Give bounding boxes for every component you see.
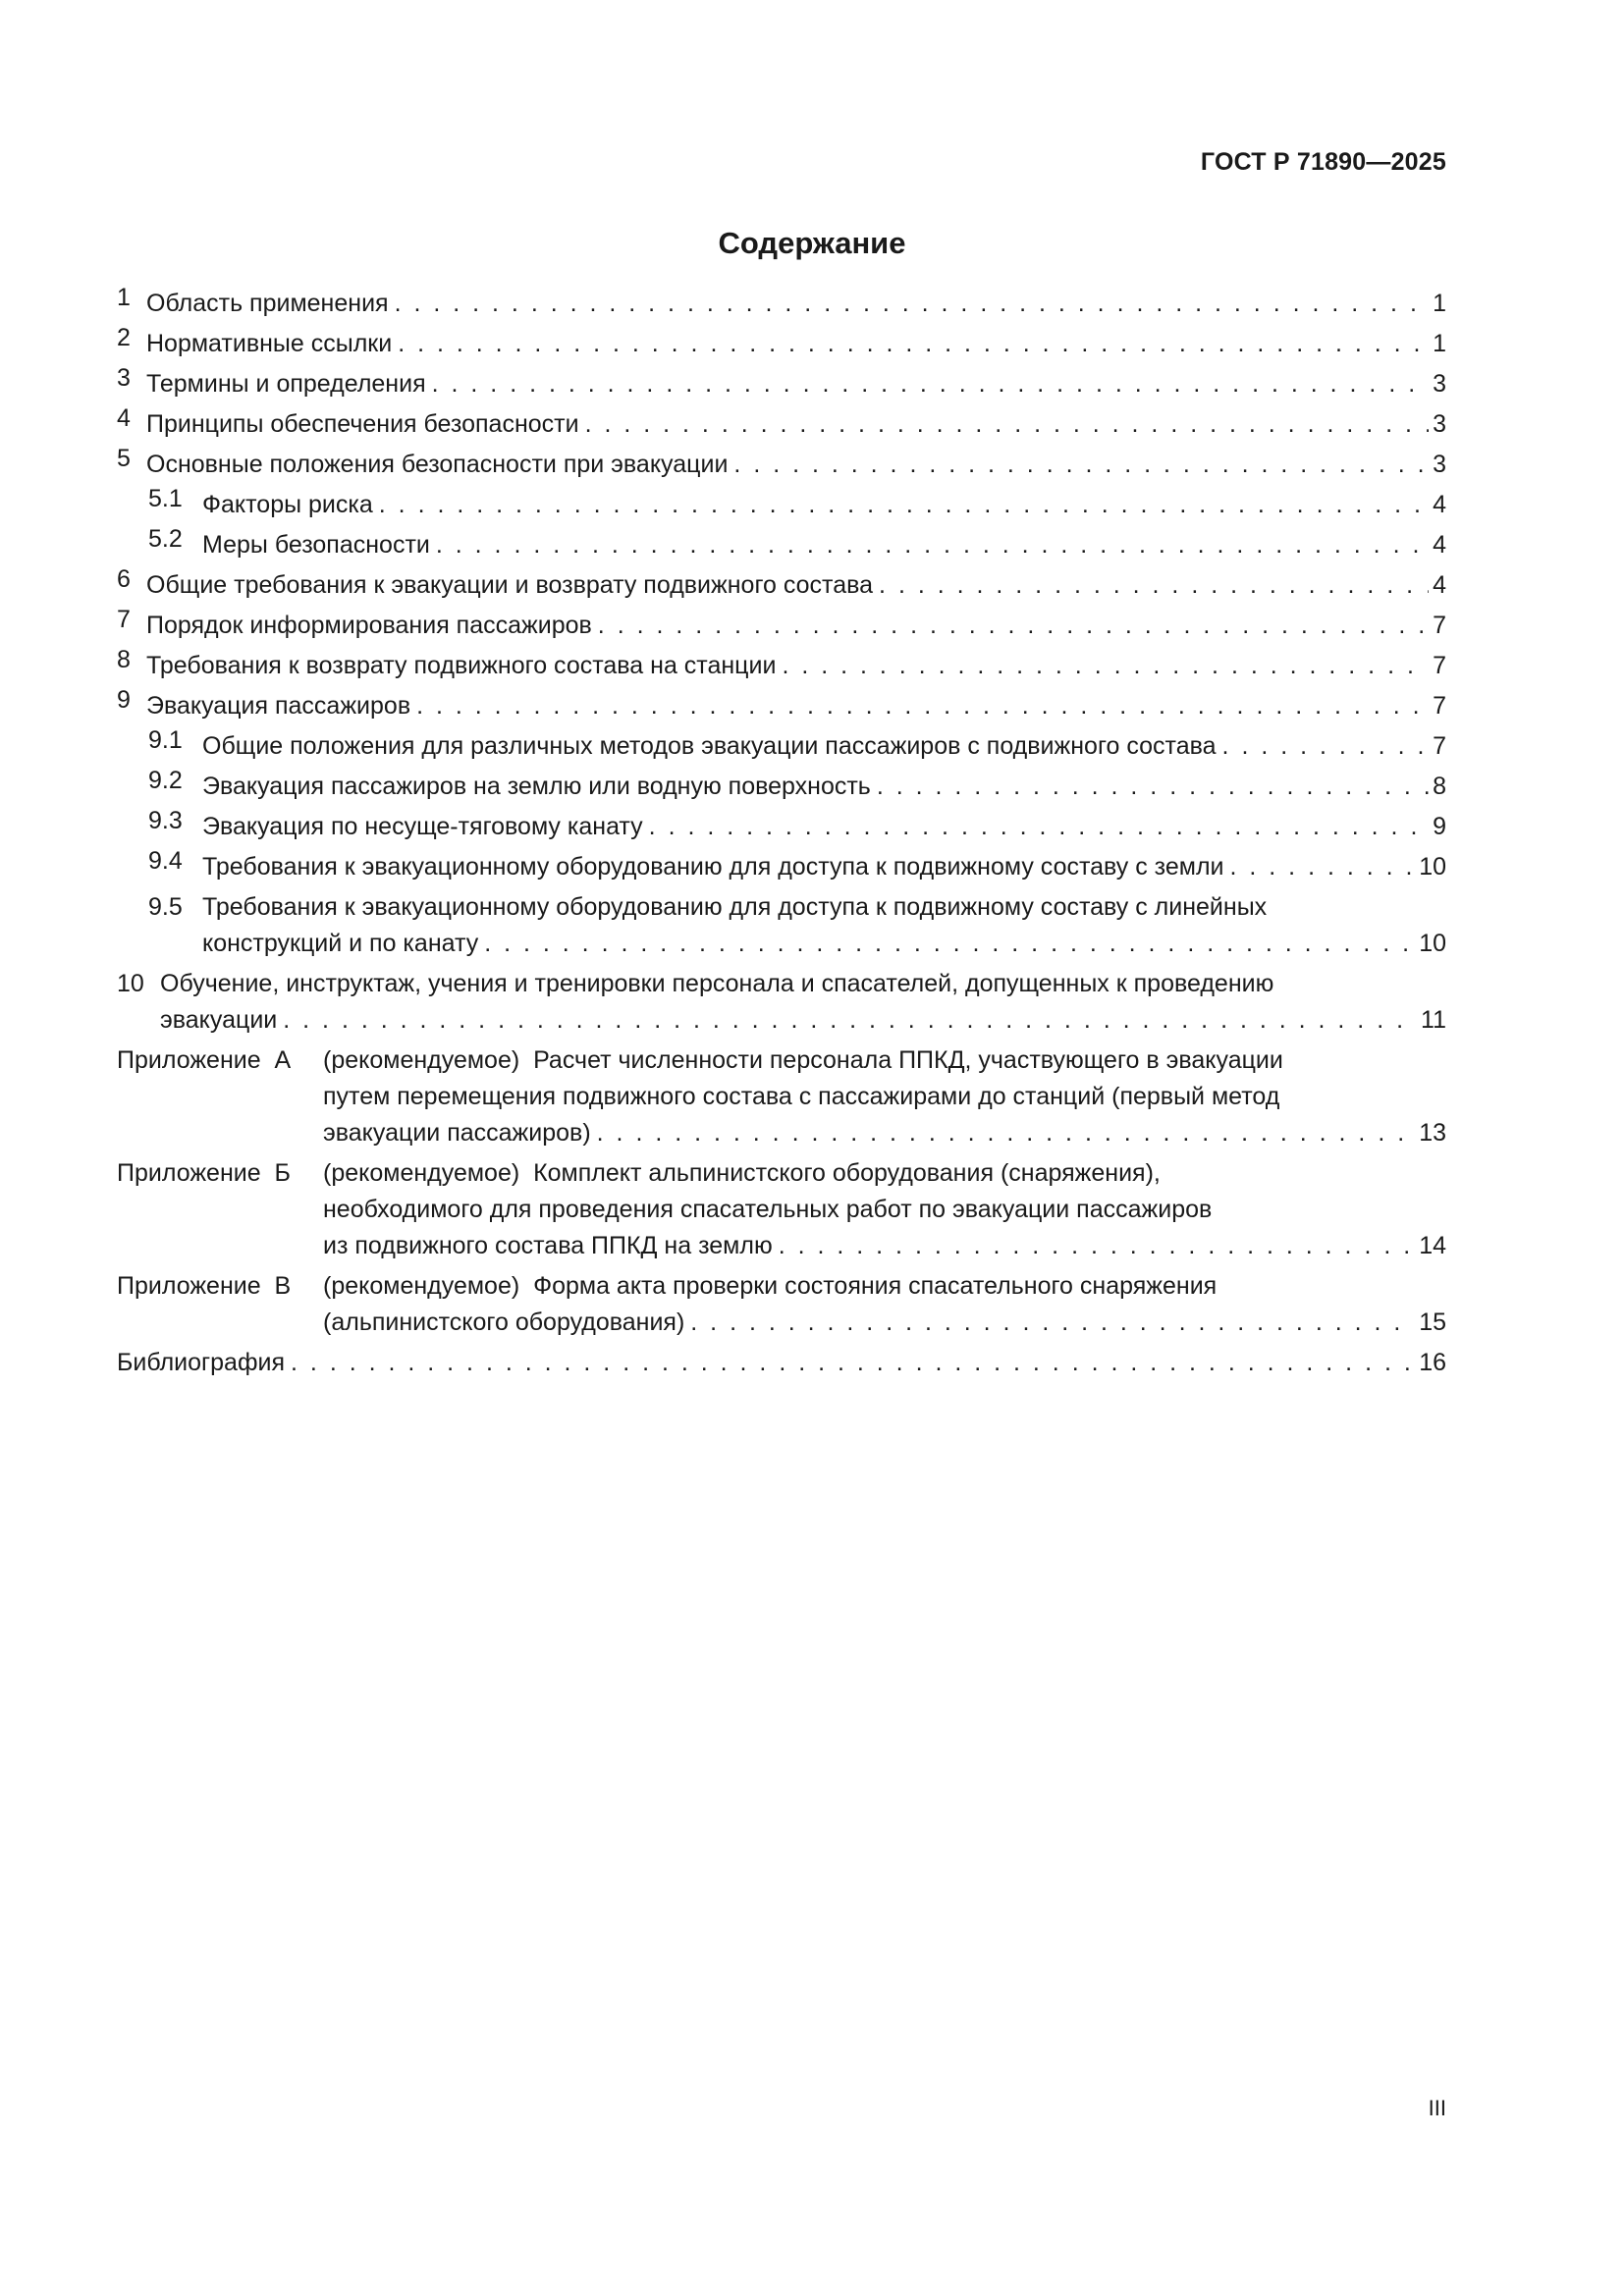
toc-entry-number: 8 xyxy=(117,646,131,673)
leader-dots xyxy=(879,565,1429,606)
toc-entry[interactable] xyxy=(117,847,1446,887)
toc-entry-number: 3 xyxy=(117,364,131,392)
leader-dots xyxy=(782,646,1429,686)
toc-appendix-b[interactable] xyxy=(117,1155,1446,1264)
toc-page-number: 1 xyxy=(1433,330,1446,357)
toc-entry-title: Область применения xyxy=(146,290,389,317)
toc-entry-number: 5.2 xyxy=(148,525,183,553)
leader-dots xyxy=(598,606,1429,646)
toc-page-number: 4 xyxy=(1433,531,1446,559)
toc-entry-title: Требования к эвакуационному оборудованию для доступа к подвижному составу с линейных xyxy=(202,893,1268,921)
toc-bibliography[interactable] xyxy=(117,1343,1446,1383)
appendix-title: (рекомендуемое) Форма акта проверки состояния спасательного снаряжения xyxy=(323,1272,1218,1300)
table-of-contents xyxy=(117,284,1446,1383)
appendix-title-cont: необходимого для проведения спасательных работ по эвакуации пассажиров xyxy=(323,1196,1213,1223)
toc-entry[interactable] xyxy=(117,889,1446,962)
leader-dots xyxy=(877,767,1429,807)
toc-page-number: 13 xyxy=(1419,1119,1446,1147)
toc-page-number: 7 xyxy=(1433,612,1446,639)
appendix-label: Приложение Б xyxy=(117,1159,291,1187)
toc-entry[interactable] xyxy=(117,324,1446,364)
toc-entry-number: 9.5 xyxy=(148,893,183,921)
toc-page-number: 1 xyxy=(1433,290,1446,317)
toc-entry-number: 5 xyxy=(117,445,131,472)
leader-dots xyxy=(733,445,1429,485)
toc-entry[interactable] xyxy=(117,445,1446,485)
toc-entry[interactable] xyxy=(117,966,1446,1039)
page-number: III xyxy=(1428,2096,1446,2120)
toc-title: Содержание xyxy=(718,226,906,260)
toc-page-number: 8 xyxy=(1433,773,1446,800)
toc-entry-title: Факторы риска xyxy=(202,491,373,518)
leader-dots xyxy=(597,1115,1416,1151)
toc-entry-title: Порядок информирования пассажиров xyxy=(146,612,592,639)
toc-entry[interactable] xyxy=(117,284,1446,324)
toc-entry-title: Эвакуация пассажиров xyxy=(146,692,411,720)
toc-entry[interactable] xyxy=(117,565,1446,606)
leader-dots xyxy=(585,404,1430,445)
leader-dots xyxy=(416,686,1429,726)
toc-page-number: 14 xyxy=(1419,1232,1446,1259)
toc-appendix-a[interactable] xyxy=(117,1042,1446,1151)
toc-entry-number: 7 xyxy=(117,606,131,633)
appendix-label: Приложение В xyxy=(117,1272,292,1300)
toc-entry[interactable] xyxy=(117,606,1446,646)
toc-entry-number: 9.1 xyxy=(148,726,183,754)
toc-entry-number: 1 xyxy=(117,284,131,311)
toc-entry[interactable] xyxy=(117,726,1446,767)
toc-page-number: 4 xyxy=(1433,571,1446,599)
toc-entry-title: Обучение, инструктаж, учения и тренировки персонала и спасателей, допущенных к проведению xyxy=(160,970,1274,997)
leader-dots xyxy=(379,485,1429,525)
toc-page-number: 11 xyxy=(1421,1006,1446,1034)
toc-entry-title: Требования к возврату подвижного состава на станции xyxy=(146,652,777,679)
leader-dots xyxy=(395,284,1430,324)
toc-page-number: 4 xyxy=(1433,491,1446,518)
bibliography-label: Библиография xyxy=(117,1349,286,1376)
toc-entry-number: 9.2 xyxy=(148,767,183,794)
toc-appendix-v[interactable] xyxy=(117,1268,1446,1341)
toc-page-number: 9 xyxy=(1433,813,1446,840)
toc-page-number: 3 xyxy=(1433,410,1446,438)
toc-page-number: 7 xyxy=(1433,692,1446,720)
document-code: ГОСТ Р 71890—2025 xyxy=(1200,148,1446,176)
leader-dots xyxy=(398,324,1429,364)
appendix-title-cont: из подвижного состава ППКД на землю xyxy=(323,1232,773,1259)
appendix-label: Приложение А xyxy=(117,1046,292,1074)
leader-dots xyxy=(690,1305,1415,1341)
toc-page-number: 3 xyxy=(1433,451,1446,478)
leader-dots xyxy=(432,364,1429,404)
toc-entry[interactable] xyxy=(117,686,1446,726)
toc-entry-title: Требования к эвакуационному оборудованию для доступа к подвижному составу с земли xyxy=(202,853,1224,881)
appendix-title-cont: (альпинистского оборудования) xyxy=(323,1308,685,1336)
leader-dots xyxy=(649,807,1429,847)
leader-dots xyxy=(291,1343,1415,1383)
toc-entry-title: Эвакуация по несуще-тяговому канату xyxy=(202,813,643,840)
toc-page-number: 10 xyxy=(1419,853,1446,881)
toc-entry-title: Основные положения безопасности при эвакуации xyxy=(146,451,729,478)
appendix-title-cont: путем перемещения подвижного состава с пассажирами до станций (первый метод xyxy=(323,1083,1280,1110)
leader-dots xyxy=(1230,847,1416,887)
toc-entry[interactable] xyxy=(117,404,1446,445)
toc-entry[interactable] xyxy=(117,646,1446,686)
toc-entry-number: 5.1 xyxy=(148,485,183,512)
appendix-title: (рекомендуемое) Расчет численности персонала ППКД, участвующего в эвакуации xyxy=(323,1046,1283,1074)
toc-page-number: 7 xyxy=(1433,732,1446,760)
toc-entry[interactable] xyxy=(117,525,1446,565)
toc-page-number: 7 xyxy=(1433,652,1446,679)
leader-dots xyxy=(484,926,1415,962)
toc-entry[interactable] xyxy=(117,767,1446,807)
toc-entry[interactable] xyxy=(117,807,1446,847)
leader-dots xyxy=(779,1228,1415,1264)
toc-entry-number: 9.4 xyxy=(148,847,183,875)
toc-page-number: 3 xyxy=(1433,370,1446,398)
toc-entry[interactable] xyxy=(117,485,1446,525)
leader-dots xyxy=(283,1002,1417,1039)
toc-entry-title: Меры безопасности xyxy=(202,531,430,559)
toc-page-number: 10 xyxy=(1419,930,1446,957)
toc-entry-title: Принципы обеспечения безопасности xyxy=(146,410,579,438)
toc-entry[interactable] xyxy=(117,364,1446,404)
toc-entry-title: Эвакуация пассажиров на землю или водную поверхность xyxy=(202,773,871,800)
toc-page-number: 15 xyxy=(1419,1308,1446,1336)
toc-entry-number: 10 xyxy=(117,970,144,997)
toc-entry-number: 6 xyxy=(117,565,131,593)
toc-entry-number: 4 xyxy=(117,404,131,432)
toc-entry-title-cont: конструкций и по канату xyxy=(202,930,479,957)
toc-entry-number: 9.3 xyxy=(148,807,183,834)
leader-dots xyxy=(1222,726,1430,767)
toc-entry-number: 9 xyxy=(117,686,131,714)
toc-page-number: 16 xyxy=(1419,1349,1446,1376)
toc-entry-title: Общие требования к эвакуации и возврату подвижного состава xyxy=(146,571,874,599)
toc-entry-title: Нормативные ссылки xyxy=(146,330,393,357)
appendix-title: (рекомендуемое) Комплект альпинистского оборудования (снаряжения), xyxy=(323,1159,1161,1187)
leader-dots xyxy=(436,525,1429,565)
toc-entry-title: Термины и определения xyxy=(146,370,426,398)
toc-entry-number: 2 xyxy=(117,324,131,351)
appendix-title-cont: эвакуации пассажиров) xyxy=(323,1119,591,1147)
toc-entry-title: Общие положения для различных методов эвакуации пассажиров с подвижного состава xyxy=(202,732,1217,760)
toc-entry-title-cont: эвакуации xyxy=(160,1006,278,1034)
